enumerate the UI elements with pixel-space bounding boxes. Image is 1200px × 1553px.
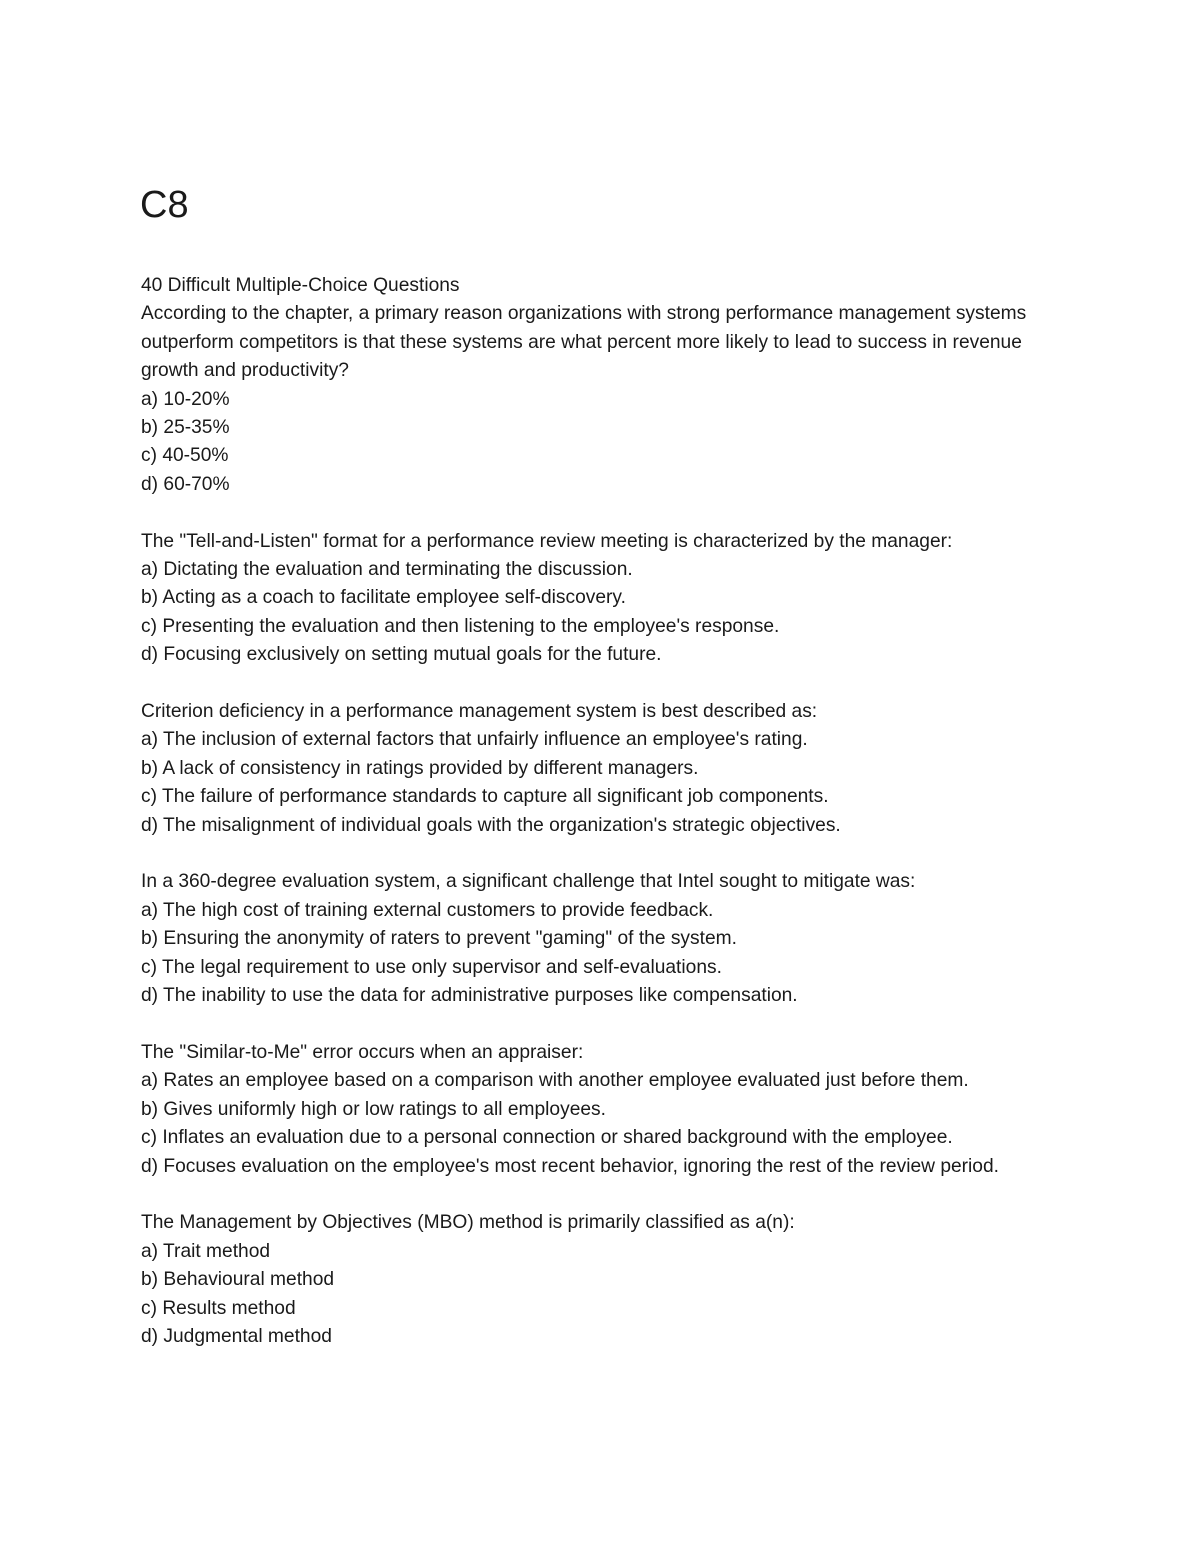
document-subtitle: 40 Difficult Multiple-Choice Questions <box>141 275 460 296</box>
answer-option: a) Dictating the evaluation and terminating the discussion. <box>141 559 633 581</box>
answer-option: c) Results method <box>141 1297 296 1319</box>
paragraph-gap <box>141 840 1071 868</box>
answer-option: d) The misalignment of individual goals with the organization's strategic objectives. <box>141 814 841 836</box>
paragraph-gap <box>141 1181 1071 1209</box>
answer-option: b) A lack of consistency in ratings provided by different managers. <box>141 757 699 779</box>
question-stem: The "Similar-to-Me" error occurs when an appraiser: <box>141 1041 584 1063</box>
answer-option: a) The inclusion of external factors that unfairly influence an employee's rating. <box>141 729 808 751</box>
answer-option: b) Acting as a coach to facilitate employee self-discovery. <box>141 587 626 609</box>
document-body <box>141 272 1071 1351</box>
answer-option: d) Focuses evaluation on the employee's most recent behavior, ignoring the rest of the review period. <box>141 1155 999 1177</box>
answer-option: d) 60-70% <box>141 473 230 495</box>
question-stem: In a 360-degree evaluation system, a significant challenge that Intel sought to mitigate was: <box>141 871 916 893</box>
answer-option: b) Behavioural method <box>141 1269 335 1291</box>
question-2 <box>141 528 1071 670</box>
answer-option: c) 40-50% <box>141 445 229 467</box>
question-6 <box>141 1209 1071 1351</box>
question-1 <box>141 300 1071 499</box>
question-stem: The Management by Objectives (MBO) method is primarily classified as a(n): <box>141 1212 795 1234</box>
answer-option: d) Judgmental method <box>141 1325 332 1347</box>
answer-option: d) The inability to use the data for administrative purposes like compensation. <box>141 985 798 1007</box>
answer-option: a) Trait method <box>141 1240 271 1262</box>
question-4 <box>141 868 1071 1010</box>
paragraph-gap <box>141 499 1071 527</box>
question-stem: Criterion deficiency in a performance management system is best described as: <box>141 701 818 723</box>
answer-option: d) Focusing exclusively on setting mutual goals for the future. <box>141 644 662 666</box>
document-title: C8 <box>140 184 189 226</box>
question-5 <box>141 1039 1071 1181</box>
answer-option: c) The legal requirement to use only supervisor and self-evaluations. <box>141 956 722 978</box>
answer-option: a) The high cost of training external customers to provide feedback. <box>141 899 714 921</box>
paragraph-gap <box>141 1011 1071 1039</box>
question-stem: The "Tell-and-Listen" format for a performance review meeting is characterized by the manager: <box>141 530 953 552</box>
question-3 <box>141 698 1071 840</box>
answer-option: c) The failure of performance standards to capture all significant job components. <box>141 786 829 808</box>
answer-option: c) Presenting the evaluation and then listening to the employee's response. <box>141 615 780 637</box>
paragraph-gap <box>141 670 1071 698</box>
question-stem: According to the chapter, a primary reason organizations with strong performance management systems outperform competitors is that these systems are what percent more likely to lead to success in revenue growth and productivity? <box>141 303 1027 382</box>
answer-option: a) Rates an employee based on a comparison with another employee evaluated just before them. <box>141 1070 969 1092</box>
answer-option: c) Inflates an evaluation due to a personal connection or shared background with the employee. <box>141 1127 953 1149</box>
answer-option: b) Ensuring the anonymity of raters to prevent "gaming" of the system. <box>141 928 737 950</box>
answer-option: b) Gives uniformly high or low ratings to all employees. <box>141 1098 606 1120</box>
answer-option: b) 25-35% <box>141 417 230 439</box>
answer-option: a) 10-20% <box>141 388 230 410</box>
